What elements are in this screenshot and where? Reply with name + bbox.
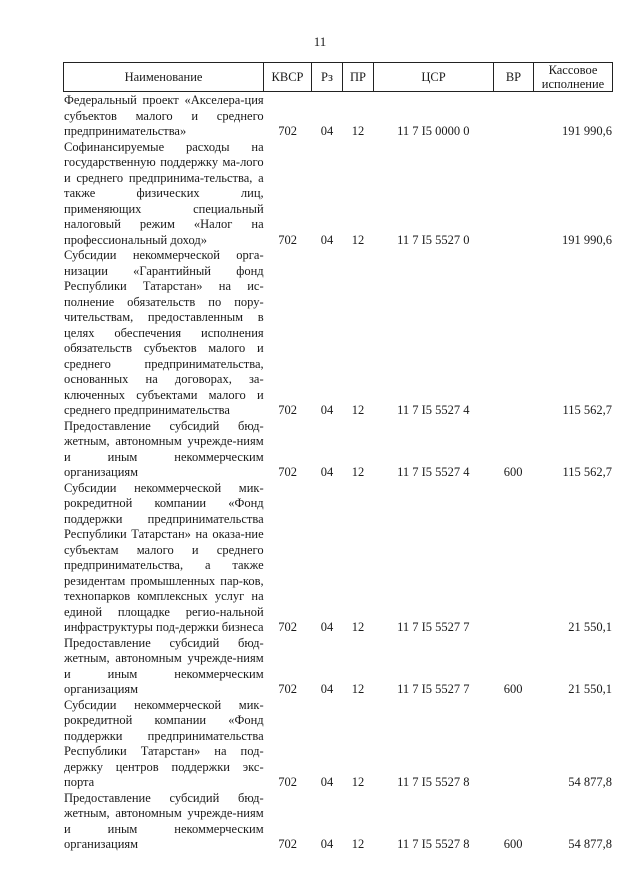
table-row	[63, 93, 612, 140]
row-vr: 600	[503, 465, 523, 479]
row-name: Софинансируемые расходы на государственную поддержку ма-лого и среднего предпринима-тельства, а также физических лиц, применяющих специальный налоговый режим «Налог на профессиональный доход»	[64, 139, 264, 247]
row-csr: 11 7 I5 5527 0	[397, 232, 470, 247]
row-csr: 11 7 I5 5527 8	[397, 837, 470, 851]
table-row	[63, 481, 612, 636]
row-csr: 11 7 I5 5527 8	[397, 775, 470, 789]
table-row	[63, 698, 612, 791]
header-rz: Рз	[312, 63, 343, 92]
row-rz: 04	[320, 620, 334, 634]
row-vr: 600	[503, 837, 523, 851]
header-amount: Кассовое исполнение	[534, 63, 613, 92]
row-pr: 12	[351, 124, 365, 138]
row-pr: 12	[351, 403, 365, 417]
header-vr: ВР	[494, 63, 534, 92]
row-amount: 21 550,1	[568, 682, 612, 696]
row-name: Субсидии некоммерческой орга-низации «Гарантийный фонд Республики Татарстан» на ис-полнение обязательств по пору-чительствам, предоставленным в целях обеспечения исполнения обязательств субъектов малого и среднего предпринимательства, основанных на договорах, за-ключенных субъектами малого и среднего предпринимательства	[64, 248, 264, 417]
row-pr: 12	[351, 682, 365, 696]
row-rz: 04	[320, 837, 334, 851]
row-amount: 191 990,6	[561, 232, 612, 247]
row-pr: 12	[351, 465, 365, 479]
table-row	[63, 636, 612, 698]
page-number: 11	[313, 34, 327, 49]
row-vr: 600	[503, 682, 523, 696]
row-kvsr: 702	[278, 837, 297, 851]
row-name: Предоставление субсидий бюд-жетным, автономным учрежде-ниям и иным некоммерческим организациям	[64, 418, 264, 479]
row-rz: 04	[320, 775, 334, 789]
row-kvsr: 702	[278, 620, 297, 634]
header-name: Наименование	[64, 63, 264, 92]
row-rz: 04	[320, 232, 334, 247]
row-name: Федеральный проект «Акселера-ция субъектов малого и среднего предпринимательства»	[64, 93, 264, 138]
row-amount: 191 990,6	[561, 124, 612, 138]
table-body	[63, 93, 612, 853]
row-kvsr: 702	[278, 232, 297, 247]
row-amount: 115 562,7	[562, 403, 612, 417]
table-row	[63, 248, 612, 419]
row-name: Субсидии некоммерческой мик-рокредитной компании «Фонд поддержки предпринимательства Республики Татарстан» на под-держку центров поддержки экс-порта	[64, 697, 264, 789]
table-row	[63, 419, 612, 481]
row-pr: 12	[351, 775, 365, 789]
row-name: Предоставление субсидий бюд-жетным, автономным учрежде-ниям и иным некоммерческим организациям	[64, 790, 264, 851]
row-rz: 04	[320, 403, 334, 417]
header-kvsr: КВСР	[264, 63, 312, 92]
row-pr: 12	[351, 837, 365, 851]
row-kvsr: 702	[278, 775, 297, 789]
row-rz: 04	[320, 465, 334, 479]
row-amount: 21 550,1	[568, 620, 612, 634]
row-kvsr: 702	[278, 682, 297, 696]
header-pr: ПР	[343, 63, 374, 92]
table-row	[63, 791, 612, 853]
row-name: Предоставление субсидий бюд-жетным, автономным учрежде-ниям и иным некоммерческим организациям	[64, 635, 264, 696]
table-row	[63, 140, 612, 249]
row-csr: 11 7 I5 5527 4	[397, 403, 470, 417]
row-kvsr: 702	[278, 465, 297, 479]
row-kvsr: 702	[278, 403, 297, 417]
row-rz: 04	[320, 682, 334, 696]
row-rz: 04	[320, 124, 334, 138]
row-csr: 11 7 I5 5527 4	[397, 465, 470, 479]
row-pr: 12	[351, 620, 365, 634]
row-amount: 54 877,8	[568, 775, 612, 789]
table-header	[63, 62, 613, 92]
row-pr: 12	[351, 232, 365, 247]
header-csr: ЦСР	[374, 63, 494, 92]
row-amount: 115 562,7	[562, 465, 612, 479]
row-csr: 11 7 I5 0000 0	[397, 124, 470, 138]
row-kvsr: 702	[278, 124, 297, 138]
row-name: Субсидии некоммерческой мик-рокредитной компании «Фонд поддержки предпринимательства Республики Татарстан» на оказа-ние субъектам малого и среднего предпринимательства, а также резидентам промышленных пар-ков, технопарков комплексных услуг на единой площадке регио-нальной инфраструктуры под-держки бизнеса	[64, 480, 264, 634]
row-csr: 11 7 I5 5527 7	[397, 682, 470, 696]
row-amount: 54 877,8	[568, 837, 612, 851]
row-csr: 11 7 I5 5527 7	[397, 620, 470, 634]
